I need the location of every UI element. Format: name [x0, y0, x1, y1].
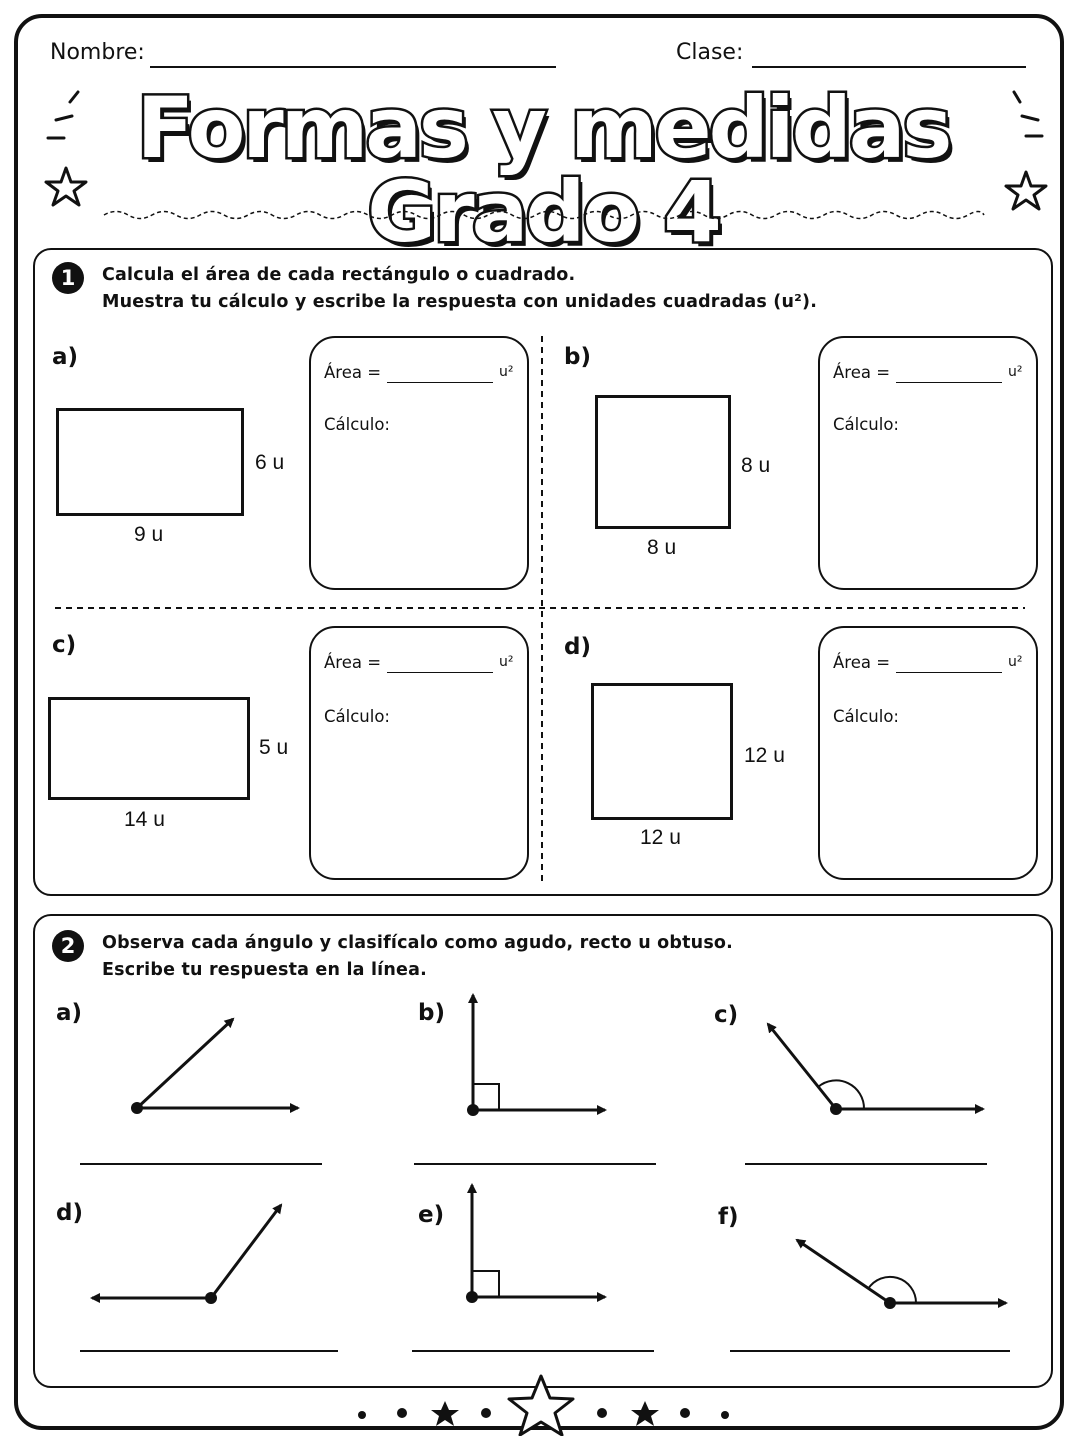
angle-d-answer-line[interactable] [80, 1350, 338, 1352]
angle-c-diagram [768, 1024, 983, 1115]
calc-label: Cálculo: [324, 415, 390, 434]
angle-b-diagram [467, 995, 605, 1116]
section-2-number: 2 [52, 930, 84, 962]
area-unit: u² [1008, 364, 1023, 380]
square-b-width: 8 u [647, 536, 677, 559]
angle-d-diagram [92, 1205, 281, 1304]
rectangle-c-width: 14 u [124, 808, 165, 831]
section-2-instruction-line2: Escribe tu respuesta en la línea. [102, 960, 427, 980]
worksheet-title: Formas y medidas Grado 4 [136, 79, 950, 261]
angle-b-answer-line[interactable] [414, 1163, 656, 1165]
area-label: Área = [324, 363, 382, 382]
calc-label: Cálculo: [324, 707, 390, 726]
calc-label: Cálculo: [833, 707, 899, 726]
calc-label: Cálculo: [833, 415, 899, 434]
square-b-height: 8 u [741, 454, 771, 477]
angle-f-diagram [797, 1240, 1006, 1309]
section-1-instruction-line1: Calcula el área de cada rectángulo o cuadrado. [102, 265, 576, 285]
problem-b-label: b) [564, 344, 591, 370]
square-d-width: 12 u [640, 826, 681, 849]
angle-c-label: c) [714, 1002, 739, 1028]
area-unit: u² [499, 364, 514, 380]
problem-d-label: d) [564, 634, 591, 660]
class-label: Clase: [676, 40, 744, 65]
rectangle-a-height: 6 u [255, 451, 285, 474]
rectangle-c-height: 5 u [259, 736, 289, 759]
small-star-icon [631, 1401, 659, 1426]
problem-a-label: a) [52, 344, 79, 370]
name-label: Nombre: [50, 40, 145, 65]
section-1-number: 1 [52, 262, 84, 294]
angle-d-label: d) [56, 1200, 83, 1226]
area-label: Área = [833, 363, 891, 382]
angle-c-answer-line[interactable] [745, 1163, 987, 1165]
angle-a-answer-line[interactable] [80, 1163, 322, 1165]
area-unit: u² [1008, 654, 1023, 670]
section-2-instruction-line1: Observa cada ángulo y clasifícalo como agudo, recto u obtuso. [102, 933, 734, 953]
bottom-decoration [340, 1370, 760, 1436]
rectangle-a-width: 9 u [134, 523, 164, 546]
angle-e-label: e) [418, 1202, 445, 1228]
area-label: Área = [324, 653, 382, 672]
angle-a-diagram [131, 1019, 298, 1114]
angle-e-diagram [466, 1185, 605, 1303]
area-label: Área = [833, 653, 891, 672]
angle-f-label: f) [718, 1204, 739, 1230]
square-d-height: 12 u [744, 744, 785, 767]
angle-a-label: a) [56, 1000, 83, 1026]
small-star-icon [431, 1401, 459, 1426]
angle-b-label: b) [418, 1000, 445, 1026]
problem-c-label: c) [52, 632, 77, 658]
section-1-instruction-line2: Muestra tu cálculo y escribe la respuesta con unidades cuadradas (u²). [102, 292, 818, 312]
area-unit: u² [499, 654, 514, 670]
angle-e-answer-line[interactable] [412, 1350, 654, 1352]
big-star-icon [509, 1376, 573, 1435]
angle-f-answer-line[interactable] [730, 1350, 1010, 1352]
